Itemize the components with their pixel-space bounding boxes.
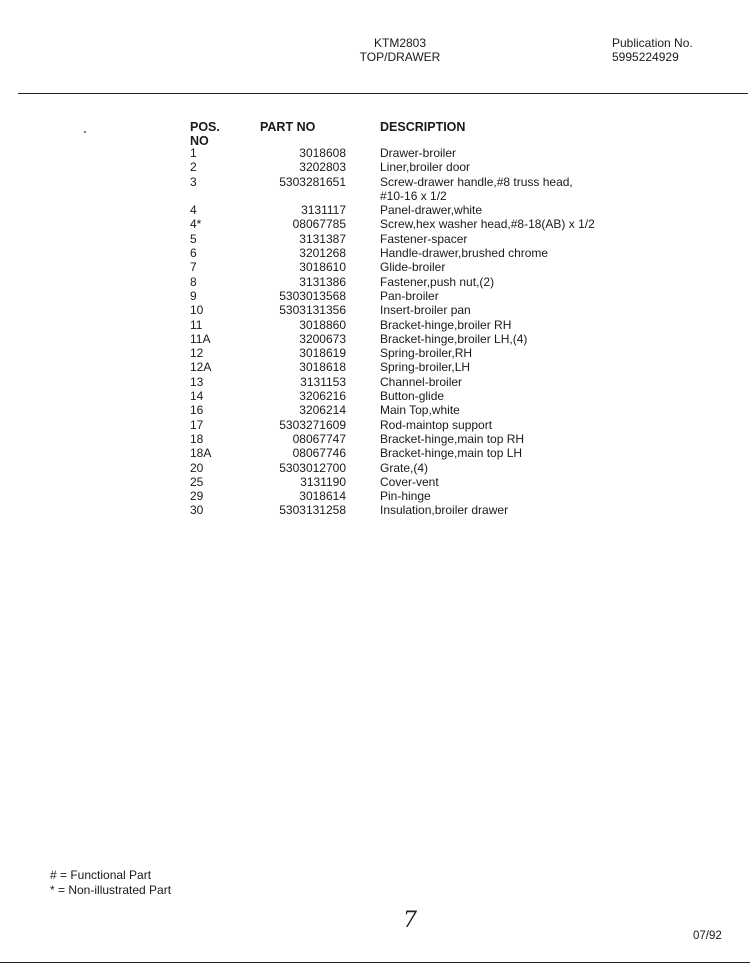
pos-cell: 18A xyxy=(190,446,212,461)
document-header-center xyxy=(340,36,460,64)
pos-cell: 6 xyxy=(190,246,197,261)
description-cell: Insert-broiler pan xyxy=(380,303,471,318)
legend-functional: # = Functional Part xyxy=(50,868,152,882)
pos-cell: 8 xyxy=(190,274,197,289)
table-row xyxy=(190,418,630,432)
table-row xyxy=(190,203,630,217)
table-row xyxy=(190,461,630,475)
description-cell: Rod-maintop support xyxy=(380,417,493,432)
header-pos-no: POS. NO xyxy=(190,120,220,148)
description-cell: Cover-vent xyxy=(380,474,439,489)
model-number: KTM2803 xyxy=(373,36,427,50)
table-row xyxy=(190,303,630,317)
parts-table xyxy=(190,120,630,518)
description-cell: Panel-drawer,white xyxy=(380,203,483,218)
part-no-cell: 3018618 xyxy=(299,360,346,375)
part-no-cell: 3202803 xyxy=(299,160,346,175)
pos-cell: 10 xyxy=(190,303,204,318)
part-no-cell: 3131153 xyxy=(300,374,346,389)
parts-table-header xyxy=(190,120,630,146)
pos-cell: 9 xyxy=(190,288,197,303)
publication-block xyxy=(612,36,693,64)
table-row xyxy=(190,475,630,489)
pos-cell: 14 xyxy=(190,389,204,404)
bottom-divider xyxy=(0,962,750,963)
legend-non-illustrated: * = Non-illustrated Part xyxy=(50,882,172,897)
table-row xyxy=(190,260,630,274)
description-cell: Bracket-hinge,main top LH xyxy=(380,446,523,461)
part-no-cell: 5303012700 xyxy=(279,460,346,475)
part-no-cell: 5303131258 xyxy=(279,503,346,518)
table-row xyxy=(190,346,630,360)
description-cell: Spring-broiler,RH xyxy=(380,346,473,361)
part-no-cell: 3200673 xyxy=(299,331,346,346)
table-row xyxy=(190,175,630,204)
part-no-cell: 3018614 xyxy=(299,489,346,504)
description-cell: Screw,hex washer head,#8-18(AB) x 1/2 xyxy=(380,217,595,232)
description-cell: Pin-hinge xyxy=(380,489,431,504)
pos-cell: 3 xyxy=(190,174,197,189)
description-cell: Grate,(4) xyxy=(380,460,429,475)
table-row xyxy=(190,403,630,417)
table-row xyxy=(190,446,630,460)
table-row xyxy=(190,217,630,231)
part-no-cell: 3018610 xyxy=(299,260,346,275)
pos-cell: 11A xyxy=(190,331,211,346)
description-cell: Button-glide xyxy=(380,389,445,404)
pos-cell: 1 xyxy=(190,146,197,160)
pos-cell: 2 xyxy=(190,160,197,175)
pos-cell: 30 xyxy=(190,503,204,518)
part-no-cell: 3131190 xyxy=(300,474,346,489)
table-row xyxy=(190,375,630,389)
legend xyxy=(50,868,171,897)
header-description: DESCRIPTION xyxy=(380,120,466,134)
scan-speck xyxy=(84,131,86,133)
description-cell: Channel-broiler xyxy=(380,374,463,389)
header-part-no: PART NO xyxy=(260,120,316,134)
table-row xyxy=(190,289,630,303)
pos-cell: 18 xyxy=(190,431,204,446)
pos-cell: 11 xyxy=(190,317,203,332)
description-cell: Fastener,push nut,(2) xyxy=(380,274,495,289)
description-cell: Insulation,broiler drawer xyxy=(380,503,509,518)
description-cell: Pan-broiler xyxy=(380,288,439,303)
part-no-cell: 3201268 xyxy=(299,246,346,261)
table-row xyxy=(190,360,630,374)
pos-cell: 20 xyxy=(190,460,204,475)
description-cell: Liner,broiler door xyxy=(380,160,471,175)
table-row xyxy=(190,389,630,403)
description-cell: Bracket-hinge,broiler LH,(4) xyxy=(380,331,528,346)
pos-cell: 16 xyxy=(190,403,204,418)
publication-number: 5995224929 xyxy=(612,50,679,64)
part-no-cell: 3018619 xyxy=(299,346,346,361)
part-no-cell: 5303013568 xyxy=(279,288,346,303)
table-row xyxy=(190,146,630,160)
pos-cell: 7 xyxy=(190,260,197,275)
revision-date: 07/92 xyxy=(693,930,722,942)
pos-cell: 12A xyxy=(190,360,212,375)
part-no-cell: 5303271609 xyxy=(279,417,346,432)
pos-cell: 12 xyxy=(190,346,204,361)
table-row xyxy=(190,432,630,446)
table-row xyxy=(190,160,630,174)
part-no-cell: 08067747 xyxy=(292,431,346,446)
pos-cell: 17 xyxy=(190,417,204,432)
part-no-cell: 3131386 xyxy=(299,274,346,289)
description-cell: Handle-drawer,brushed chrome xyxy=(380,246,549,261)
pos-cell: 25 xyxy=(190,474,204,489)
section-title: TOP/DRAWER xyxy=(359,50,441,64)
top-divider xyxy=(18,93,748,94)
description-cell: Spring-broiler,LH xyxy=(380,360,471,375)
part-no-cell: 3018860 xyxy=(299,317,346,332)
table-row xyxy=(190,489,630,503)
pos-cell: 5 xyxy=(190,231,197,246)
table-row xyxy=(190,332,630,346)
table-row xyxy=(190,318,630,332)
description-cell: Drawer-broiler xyxy=(380,146,457,160)
part-no-cell: 3131387 xyxy=(299,231,346,246)
description-cell: Bracket-hinge,main top RH xyxy=(380,431,525,446)
description-cell: Main Top,white xyxy=(380,403,460,418)
table-row xyxy=(190,246,630,260)
part-no-cell: 5303131356 xyxy=(279,303,346,318)
part-no-cell: 3131117 xyxy=(301,203,346,218)
pos-cell: 13 xyxy=(190,374,204,389)
description-cell: Glide-broiler xyxy=(380,260,446,275)
part-no-cell: 5303281651 xyxy=(279,174,346,189)
part-no-cell: 3206216 xyxy=(299,389,346,404)
table-row xyxy=(190,503,630,517)
part-no-cell: 08067746 xyxy=(292,446,346,461)
part-no-cell: 3018608 xyxy=(299,146,346,160)
part-no-cell: 3206214 xyxy=(299,403,346,418)
publication-label: Publication No. xyxy=(612,36,693,50)
pos-cell: 4* xyxy=(190,217,202,232)
pos-cell: 29 xyxy=(190,489,204,504)
table-row xyxy=(190,275,630,289)
description-cell: Bracket-hinge,broiler RH xyxy=(380,317,512,332)
parts-table-body xyxy=(190,146,630,518)
description-cell: Fastener-spacer xyxy=(380,231,468,246)
description-cell: Screw-drawer handle,#8 truss head, #10-16 x 1/2 xyxy=(380,174,573,203)
pos-cell: 4 xyxy=(190,203,197,218)
table-row xyxy=(190,232,630,246)
part-no-cell: 08067785 xyxy=(292,217,346,232)
page-number: 7 xyxy=(403,908,417,933)
